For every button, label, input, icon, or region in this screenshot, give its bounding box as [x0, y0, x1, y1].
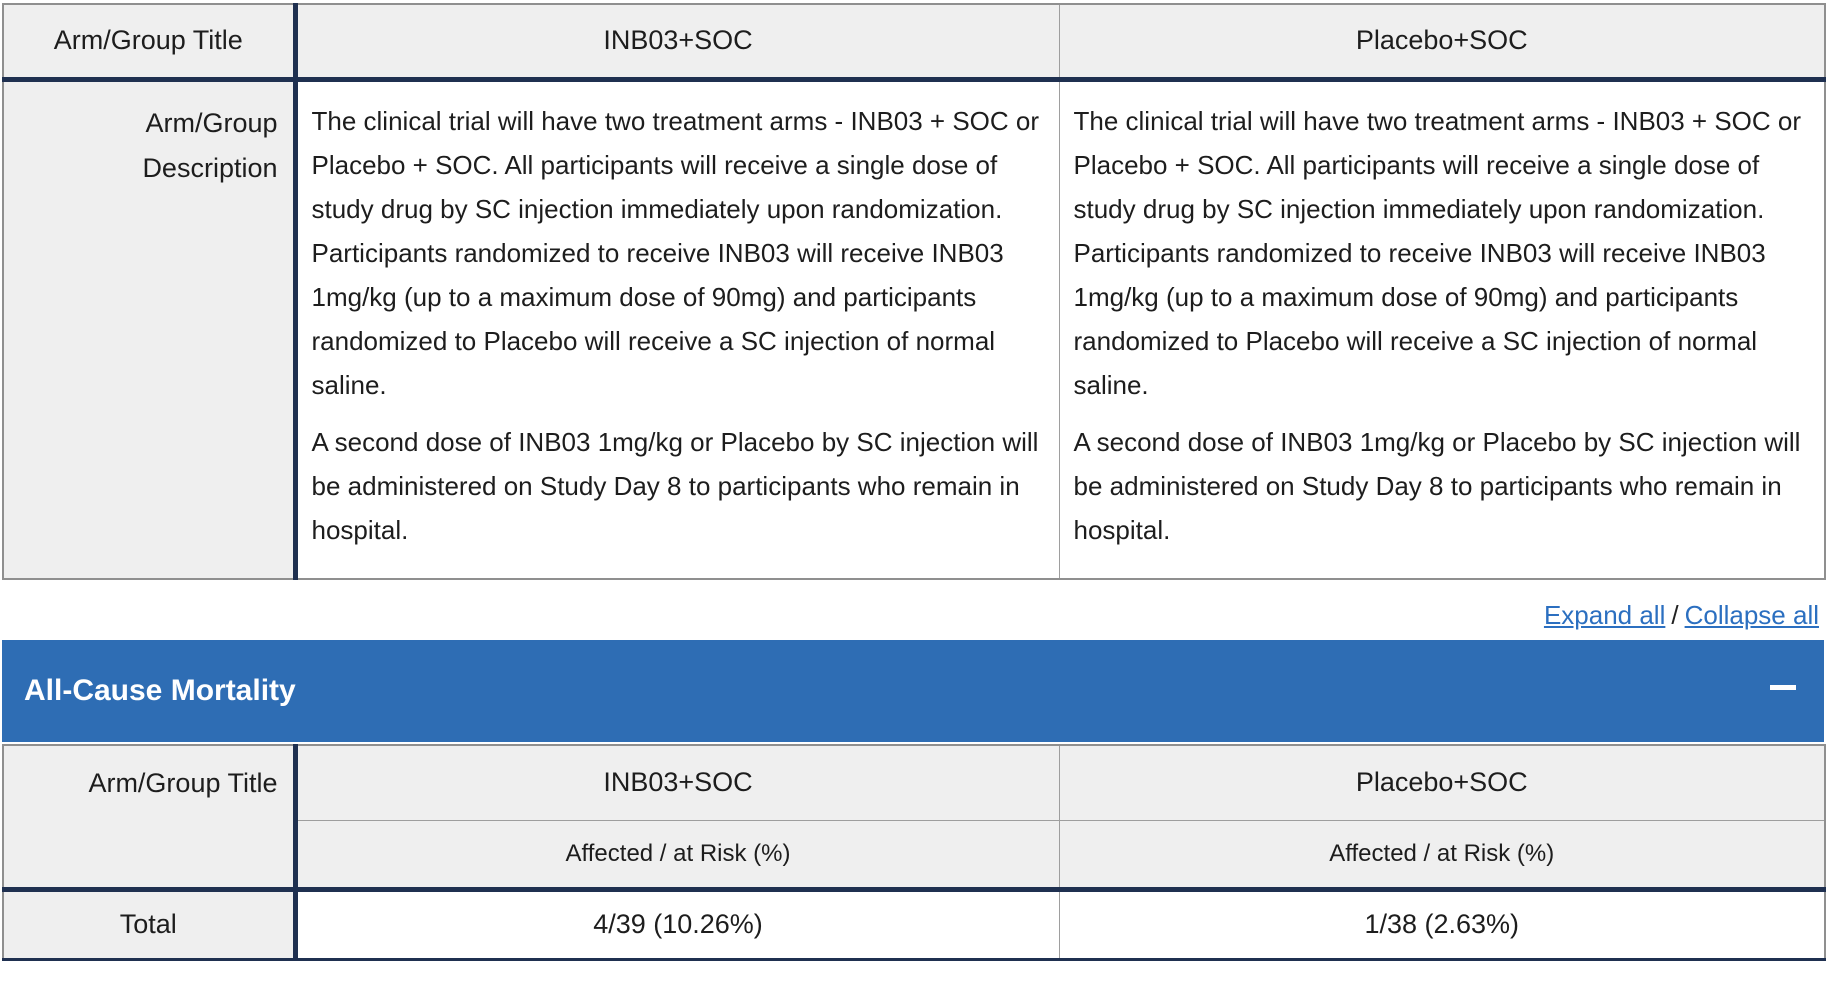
mortality-title-row: [3, 745, 1825, 820]
mortality-total-row: [3, 889, 1825, 959]
arm-group-table: [2, 3, 1826, 580]
arm-title-placebo: Placebo+SOC: [1059, 4, 1825, 79]
total-value-placebo: 1/38 (2.63%): [1059, 889, 1825, 959]
description-paragraph: A second dose of INB03 1mg/kg or Placebo by SC injection will be administered on Study Day 8 to participants who remain in hospital.: [311, 426, 1039, 545]
arm-group-title-row: [3, 4, 1825, 79]
collapse-all-link[interactable]: Collapse all: [1684, 600, 1819, 630]
arm-description-inb03: [295, 79, 1059, 579]
total-value-inb03: 4/39 (10.26%): [295, 889, 1059, 959]
section-title: All-Cause Mortality: [24, 674, 296, 707]
mortality-arm-title-inb03: INB03+SOC: [295, 745, 1059, 820]
total-row-label: Total: [3, 889, 295, 959]
mortality-arm-group-title-label: Arm/Group Title: [3, 745, 295, 889]
unit-label-inb03: Affected / at Risk (%): [295, 820, 1059, 889]
arm-group-description-label: Arm/Group Description: [3, 79, 295, 579]
arm-group-title-label: Arm/Group Title: [3, 4, 295, 79]
arm-title-inb03: INB03+SOC: [295, 4, 1059, 79]
description-paragraph: A second dose of INB03 1mg/kg or Placebo by SC injection will be administered on Study Day 8 to participants who remain in hospital.: [1073, 426, 1801, 545]
expand-all-link[interactable]: Expand all: [1543, 600, 1666, 630]
all-cause-mortality-table: [2, 744, 1826, 961]
arm-description-placebo: [1059, 79, 1825, 579]
collapse-minus-icon[interactable]: [1770, 685, 1796, 690]
description-paragraph: The clinical trial will have two treatment arms - INB03 + SOC or Placebo + SOC. All participants will receive a single dose of study drug by SC injection immediately upon randomization. Participants randomized to receive INB03 will receive INB03 1mg/kg (up to a maximum dose of 90mg) and participants randomized to Placebo will receive a SC injection of normal saline.: [1073, 105, 1802, 400]
all-cause-mortality-section-header[interactable]: [2, 640, 1824, 742]
mortality-arm-title-placebo: Placebo+SOC: [1059, 745, 1825, 820]
arm-group-description-row: [3, 79, 1825, 579]
link-separator: /: [1671, 600, 1679, 630]
description-paragraph: The clinical trial will have two treatment arms - INB03 + SOC or Placebo + SOC. All participants will receive a single dose of study drug by SC injection immediately upon randomization. Participants randomized to receive INB03 will receive INB03 1mg/kg (up to a maximum dose of 90mg) and participants randomized to Placebo will receive a SC injection of normal saline.: [311, 105, 1040, 400]
expand-collapse-controls: [2, 600, 1824, 631]
unit-label-placebo: Affected / at Risk (%): [1059, 820, 1825, 889]
